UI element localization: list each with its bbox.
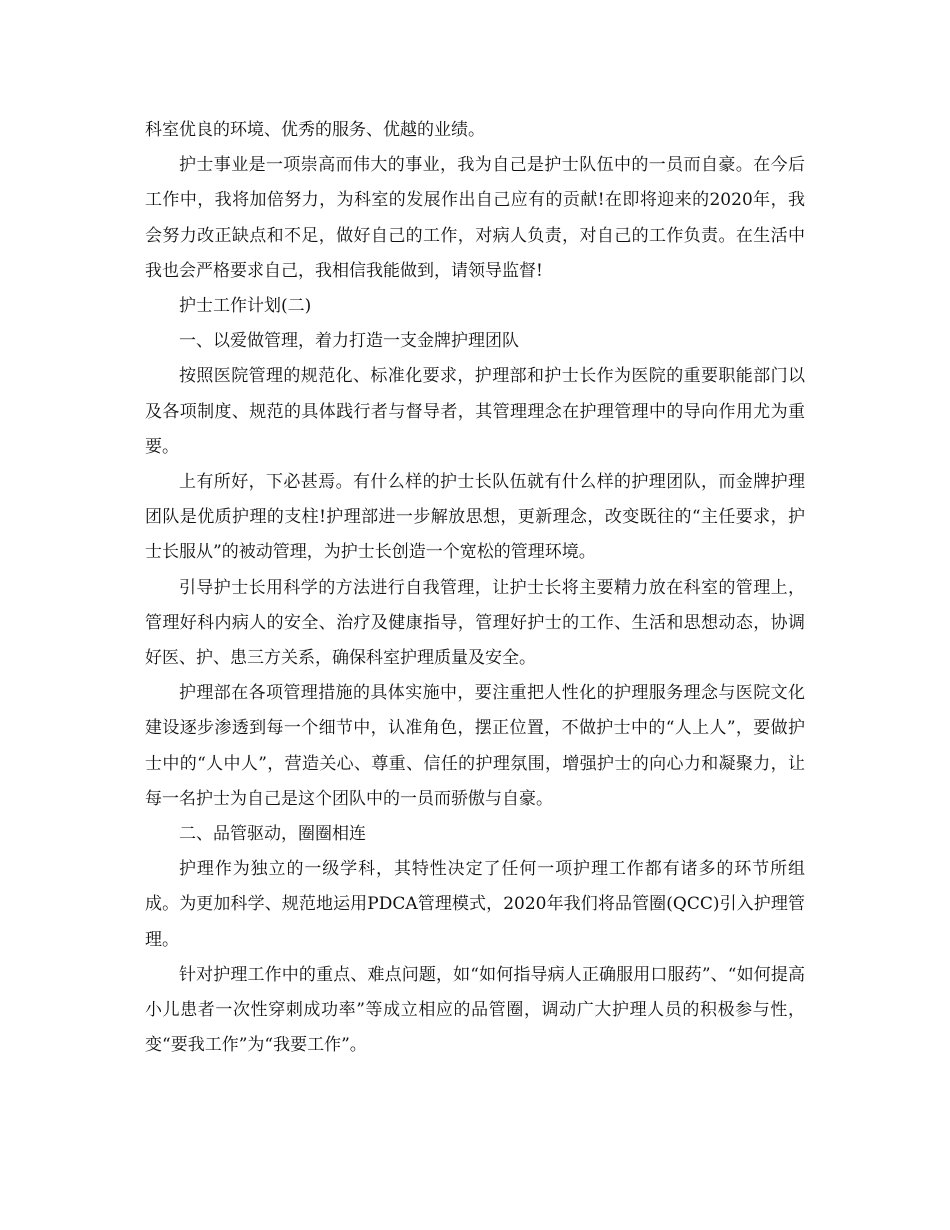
document-body (145, 113, 805, 1063)
heading-part-two: 二、品管驱动，圈圈相连 (179, 824, 366, 845)
paragraph-pdca-qcc: 护理作为独立的一级学科，其特性决定了任何一项护理工作都有诸多的环节所组成。为更加科学、规范地运用PDCA管理模式，2020年我们将品管圈(QCC)引入护理管理。 (145, 859, 805, 950)
section-title-work-plan-2: 护士工作计划(二) (179, 296, 312, 317)
paragraph-management-standards: 按照医院管理的规范化、标准化要求，护理部和护士长作为医院的重要职能部门以及各项制度、规范的具体践行者与督导者，其管理理念在护理管理中的导向作用尤为重要。 (145, 366, 805, 457)
paragraph-humanized-care: 护理部在各项管理措施的具体实施中，要注重把人性化的护理服务理念与医院文化建设逐步渗透到每一个细节中，认准角色，摆正位置，不做护士中的“人上人”，要做护士中的“人中人”，营造关心、尊重、信任的护理氛围，增强护士的向心力和凝聚力，让每一名护士为自己是这个团队中的一员而骄傲与自豪。 (145, 683, 805, 809)
paragraph-self-management: 引导护士长用科学的方法进行自我管理，让护士长将主要精力放在科室的管理上，管理好科内病人的安全、治疗及健康指导，管理好护士的工作、生活和思想动态，协调好医、护、患三方关系，确保科室护理质量及安全。 (145, 577, 805, 669)
paragraph-continuation: 科室优良的环境、优秀的服务、优越的业绩。 (145, 120, 485, 140)
paragraph-closing-commitment: 护士事业是一项崇高而伟大的事业，我为自己是护士队伍中的一员而自豪。在今后工作中，我将加倍努力，为科室的发展作出自己应有的贡献!在即将迎来的2020年，我会努力改正缺点和不足，做好自己的工作，对病人负责，对自己的工作负责。在生活中我也会严格要求自己，我相信我能做到，请领导监督! (145, 155, 805, 281)
paragraph-quality-circle: 针对护理工作中的重点、难点问题，如“如何指导病人正确服用口服药”、“如何提高小儿患者一次性穿刺成功率”等成立相应的品管圈，调动广大护理人员的积极参与性，变“要我工作”为“我要工作”。 (145, 964, 805, 1056)
heading-part-one: 一、以爱做管理，着力打造一支金牌护理团队 (179, 331, 519, 352)
paragraph-head-nurse-team: 上有所好，下必甚焉。有什么样的护士长队伍就有什么样的护理团队，而金牌护理团队是优质护理的支柱!护理部进一步解放思想，更新理念，改变既往的“主任要求，护士长服从”的被动管理，为护士长创造一个宽松的管理环境。 (145, 472, 805, 563)
